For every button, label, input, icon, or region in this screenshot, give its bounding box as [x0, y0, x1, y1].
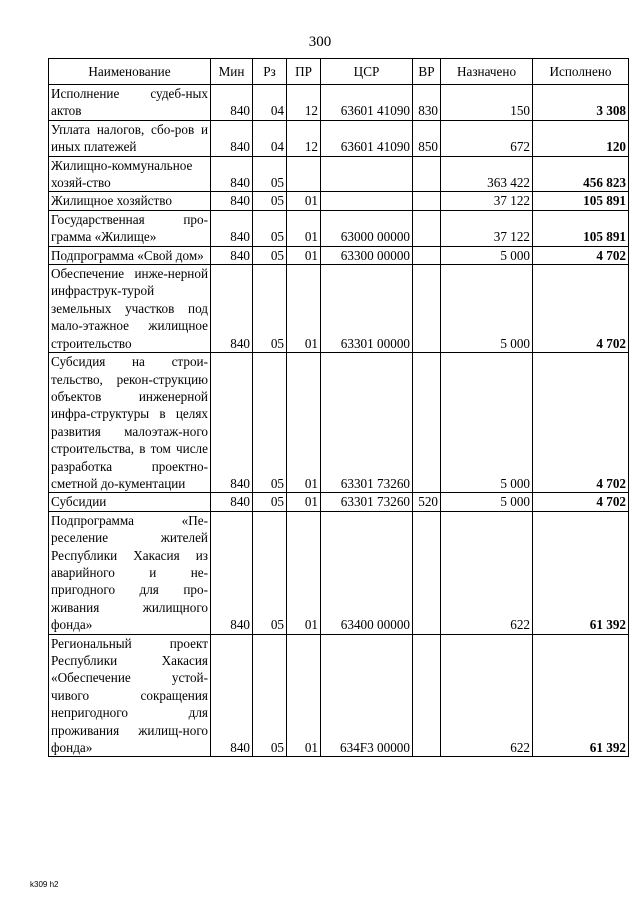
cell-pr: 01 — [287, 634, 321, 757]
cell-vr — [413, 156, 441, 192]
budget-table — [48, 58, 629, 757]
cell-executed: 4 702 — [533, 246, 629, 264]
cell-pr: 01 — [287, 246, 321, 264]
footer-code: k309 h2 — [30, 880, 59, 889]
cell-min: 840 — [211, 210, 253, 246]
cell-csr: 63000 00000 — [321, 210, 413, 246]
cell-csr — [321, 156, 413, 192]
cell-csr: 63300 00000 — [321, 246, 413, 264]
cell-pr: 01 — [287, 353, 321, 493]
cell-assigned: 622 — [441, 511, 533, 634]
table-header-row — [49, 59, 629, 85]
cell-csr: 63301 73260 — [321, 353, 413, 493]
cell-pr: 12 — [287, 120, 321, 156]
cell-min: 840 — [211, 120, 253, 156]
cell-vr — [413, 265, 441, 353]
cell-csr: 63601 41090 — [321, 85, 413, 121]
cell-min: 840 — [211, 634, 253, 757]
table-row — [49, 192, 629, 210]
cell-pr: 01 — [287, 511, 321, 634]
cell-min: 840 — [211, 246, 253, 264]
cell-pr: 01 — [287, 192, 321, 210]
table-row — [49, 85, 629, 121]
cell-executed: 61 392 — [533, 634, 629, 757]
cell-rz: 05 — [253, 634, 287, 757]
table-row — [49, 120, 629, 156]
cell-pr: 12 — [287, 85, 321, 121]
cell-vr — [413, 246, 441, 264]
cell-assigned: 5 000 — [441, 353, 533, 493]
cell-assigned: 5 000 — [441, 265, 533, 353]
table-body — [49, 85, 629, 757]
cell-assigned: 37 122 — [441, 192, 533, 210]
cell-csr — [321, 192, 413, 210]
cell-executed: 4 702 — [533, 353, 629, 493]
cell-vr: 830 — [413, 85, 441, 121]
cell-executed: 105 891 — [533, 192, 629, 210]
column-header-assigned: Назначено — [441, 59, 533, 85]
cell-name: Исполнение судеб-ных актов — [49, 85, 211, 121]
cell-min: 840 — [211, 192, 253, 210]
cell-rz: 05 — [253, 192, 287, 210]
page-number: 300 — [308, 34, 332, 50]
cell-min: 840 — [211, 265, 253, 353]
cell-name: Жилищное хозяйство — [49, 192, 211, 210]
cell-pr: 01 — [287, 493, 321, 511]
table-row — [49, 210, 629, 246]
cell-rz: 05 — [253, 493, 287, 511]
cell-vr — [413, 353, 441, 493]
cell-executed: 105 891 — [533, 210, 629, 246]
cell-pr — [287, 156, 321, 192]
cell-min: 840 — [211, 493, 253, 511]
cell-vr: 520 — [413, 493, 441, 511]
column-header-csr: ЦСР — [321, 59, 413, 85]
cell-name: Субсидия на строи-тельство, рекон-струкцию объектов инженерной инфра-структуры в целях развития малоэтаж-ного строительства, в том числе разработка проектно-сметной до-кументации — [49, 353, 211, 493]
cell-rz: 05 — [253, 265, 287, 353]
cell-assigned: 150 — [441, 85, 533, 121]
column-header-pr: ПР — [287, 59, 321, 85]
table-row — [49, 246, 629, 264]
cell-name: Субсидии — [49, 493, 211, 511]
column-header-vr: ВР — [413, 59, 441, 85]
cell-min: 840 — [211, 85, 253, 121]
cell-vr — [413, 634, 441, 757]
table-row — [49, 634, 629, 757]
cell-csr: 63400 00000 — [321, 511, 413, 634]
cell-assigned: 5 000 — [441, 493, 533, 511]
cell-rz: 05 — [253, 511, 287, 634]
cell-executed: 4 702 — [533, 265, 629, 353]
column-header-min: Мин — [211, 59, 253, 85]
table-row — [49, 156, 629, 192]
cell-pr: 01 — [287, 265, 321, 353]
cell-rz: 04 — [253, 120, 287, 156]
column-header-executed: Исполнено — [533, 59, 629, 85]
cell-pr: 01 — [287, 210, 321, 246]
table-row — [49, 265, 629, 353]
cell-csr: 63601 41090 — [321, 120, 413, 156]
column-header-rz: Рз — [253, 59, 287, 85]
cell-name: Государственная про-грамма «Жилище» — [49, 210, 211, 246]
cell-rz: 05 — [253, 353, 287, 493]
cell-vr — [413, 511, 441, 634]
cell-assigned: 5 000 — [441, 246, 533, 264]
cell-vr — [413, 210, 441, 246]
table-row — [49, 353, 629, 493]
cell-executed: 4 702 — [533, 493, 629, 511]
cell-rz: 04 — [253, 85, 287, 121]
cell-vr: 850 — [413, 120, 441, 156]
cell-executed: 61 392 — [533, 511, 629, 634]
cell-min: 840 — [211, 511, 253, 634]
table-row — [49, 493, 629, 511]
cell-assigned: 672 — [441, 120, 533, 156]
cell-rz: 05 — [253, 156, 287, 192]
cell-name: Уплата налогов, сбо-ров и иных платежей — [49, 120, 211, 156]
column-header-name: Наименование — [49, 59, 211, 85]
cell-name: Жилищно-коммунальное хозяй-ство — [49, 156, 211, 192]
cell-assigned: 37 122 — [441, 210, 533, 246]
cell-name: Подпрограмма «Пе-реселение жителей Республики Хакасия из аварийного и не-пригодного для про-живания жилищного фонда» — [49, 511, 211, 634]
cell-executed: 120 — [533, 120, 629, 156]
cell-executed: 3 308 — [533, 85, 629, 121]
cell-name: Подпрограмма «Свой дом» — [49, 246, 211, 264]
cell-rz: 05 — [253, 246, 287, 264]
cell-executed: 456 823 — [533, 156, 629, 192]
cell-csr: 63301 73260 — [321, 493, 413, 511]
cell-csr: 63301 00000 — [321, 265, 413, 353]
cell-assigned: 622 — [441, 634, 533, 757]
cell-min: 840 — [211, 353, 253, 493]
cell-rz: 05 — [253, 210, 287, 246]
cell-vr — [413, 192, 441, 210]
cell-min: 840 — [211, 156, 253, 192]
table-row — [49, 511, 629, 634]
cell-assigned: 363 422 — [441, 156, 533, 192]
cell-csr: 634F3 00000 — [321, 634, 413, 757]
cell-name: Обеспечение инже-нерной инфраструк-турой земельных участков под мало-этажное жилищное строительство — [49, 265, 211, 353]
cell-name: Региональный проект Республики Хакасия «Обеспечение устой-чивого сокращения непригодного для проживания жилищ-ного фонда» — [49, 634, 211, 757]
